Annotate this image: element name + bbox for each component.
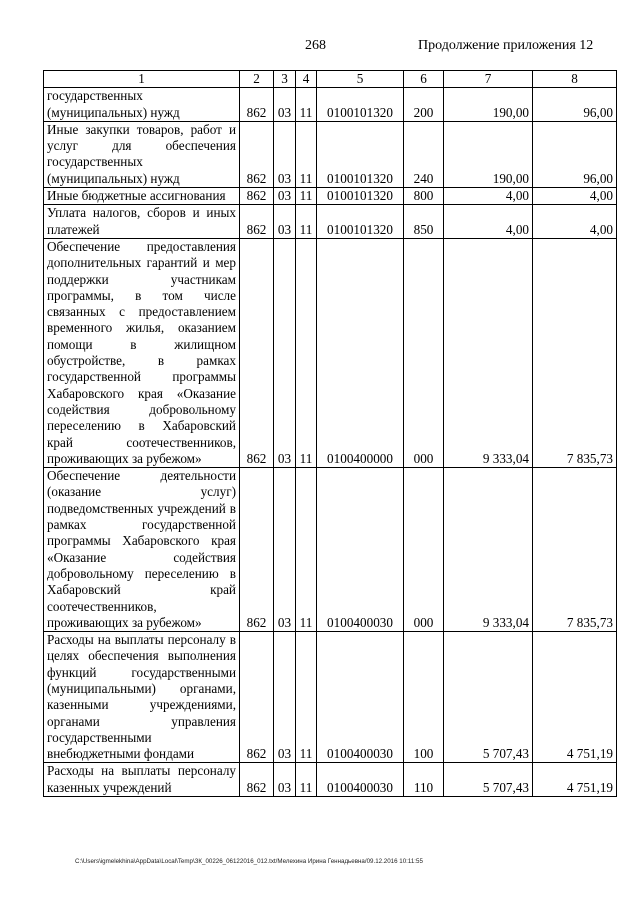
expense-name-cell: Иные закупки товаров, работ и услуг для обеспечения государственных (муниципальных) нужд	[44, 121, 240, 187]
table-row	[44, 238, 617, 467]
section-code-cell: 03	[274, 468, 296, 632]
expense-type-cell: 000	[404, 238, 444, 467]
column-header: 8	[533, 71, 617, 88]
expense-name-cell: Иные бюджетные ассигнования	[44, 188, 240, 205]
section-code-cell: 03	[274, 205, 296, 239]
target-article-cell: 0100400030	[317, 632, 404, 763]
section-code-cell: 03	[274, 188, 296, 205]
table-row	[44, 121, 617, 187]
amount-year-2-cell: 7 835,73	[533, 468, 617, 632]
subsection-code-cell: 11	[296, 205, 317, 239]
expense-name-cell: Расходы на выплаты персоналу в целях обеспечения выполнения функций государственными (муниципальными) органами, казенными учреждениями, органами управления государственными внебюджетными фондами	[44, 632, 240, 763]
ministry-code-cell: 862	[240, 238, 274, 467]
section-code-cell: 03	[274, 121, 296, 187]
budget-table	[43, 70, 617, 797]
ministry-code-cell: 862	[240, 632, 274, 763]
subsection-code-cell: 11	[296, 238, 317, 467]
expense-name-cell: государственных (муниципальных) нужд	[44, 88, 240, 122]
amount-year-1-cell: 4,00	[444, 205, 533, 239]
column-header-row	[44, 71, 617, 88]
amount-year-2-cell: 96,00	[533, 88, 617, 122]
section-code-cell: 03	[274, 763, 296, 797]
amount-year-1-cell: 5 707,43	[444, 763, 533, 797]
ministry-code-cell: 862	[240, 188, 274, 205]
amount-year-1-cell: 4,00	[444, 188, 533, 205]
column-header: 3	[274, 71, 296, 88]
section-code-cell: 03	[274, 632, 296, 763]
target-article-cell: 0100101320	[317, 205, 404, 239]
subsection-code-cell: 11	[296, 468, 317, 632]
subsection-code-cell: 11	[296, 188, 317, 205]
expense-name-cell: Обеспечение деятельности (оказание услуг) подведомственных учреждений в рамках государственной программы Хабаровского края «Оказание содействия добровольному переселению в Хабаровский край соотечественников, проживающих за рубежом»	[44, 468, 240, 632]
target-article-cell: 0100101320	[317, 188, 404, 205]
expense-type-cell: 000	[404, 468, 444, 632]
target-article-cell: 0100400000	[317, 238, 404, 467]
expense-type-cell: 100	[404, 632, 444, 763]
subsection-code-cell: 11	[296, 88, 317, 122]
page-number: 268	[305, 38, 326, 53]
expense-name-cell: Уплата налогов, сборов и иных платежей	[44, 205, 240, 239]
amount-year-2-cell: 4,00	[533, 188, 617, 205]
expense-name-cell: Расходы на выплаты персоналу казенных учреждений	[44, 763, 240, 797]
amount-year-1-cell: 190,00	[444, 88, 533, 122]
target-article-cell: 0100101320	[317, 88, 404, 122]
amount-year-1-cell: 9 333,04	[444, 238, 533, 467]
expense-type-cell: 850	[404, 205, 444, 239]
expense-type-cell: 110	[404, 763, 444, 797]
expense-name-cell: Обеспечение предоставления дополнительных гарантий и мер поддержки участникам программы, в том числе связанных с предоставлением временного жилья, оказанием помощи в жилищном обустройстве, в рамках государственной программы Хабаровского края «Оказание содействия добровольному переселению в Хабаровский край соотечественников, проживающих за рубежом»	[44, 238, 240, 467]
target-article-cell: 0100400030	[317, 468, 404, 632]
subsection-code-cell: 11	[296, 763, 317, 797]
table-row	[44, 188, 617, 205]
column-header: 1	[44, 71, 240, 88]
section-code-cell: 03	[274, 238, 296, 467]
expense-type-cell: 800	[404, 188, 444, 205]
subsection-code-cell: 11	[296, 121, 317, 187]
amount-year-2-cell: 4 751,19	[533, 632, 617, 763]
target-article-cell: 0100400030	[317, 763, 404, 797]
column-header: 5	[317, 71, 404, 88]
ministry-code-cell: 862	[240, 763, 274, 797]
continuation-note: Продолжение приложения 12	[418, 38, 594, 53]
amount-year-2-cell: 7 835,73	[533, 238, 617, 467]
amount-year-2-cell: 96,00	[533, 121, 617, 187]
amount-year-2-cell: 4,00	[533, 205, 617, 239]
column-header: 4	[296, 71, 317, 88]
column-header: 2	[240, 71, 274, 88]
table-row	[44, 468, 617, 632]
expense-type-cell: 240	[404, 121, 444, 187]
expense-type-cell: 200	[404, 88, 444, 122]
table-row	[44, 632, 617, 763]
ministry-code-cell: 862	[240, 205, 274, 239]
target-article-cell: 0100101320	[317, 121, 404, 187]
amount-year-2-cell: 4 751,19	[533, 763, 617, 797]
amount-year-1-cell: 5 707,43	[444, 632, 533, 763]
file-path-footer: C:\Users\igmelekhina\AppData\Local\Temp\ЗК_00226_06122016_012.txt/Мелехина Ирина Геннадьевна/09.12.2016 10:11:55	[75, 858, 423, 865]
table-row	[44, 763, 617, 797]
section-code-cell: 03	[274, 88, 296, 122]
column-header: 6	[404, 71, 444, 88]
column-header: 7	[444, 71, 533, 88]
subsection-code-cell: 11	[296, 632, 317, 763]
table-row	[44, 205, 617, 239]
amount-year-1-cell: 9 333,04	[444, 468, 533, 632]
amount-year-1-cell: 190,00	[444, 121, 533, 187]
ministry-code-cell: 862	[240, 121, 274, 187]
ministry-code-cell: 862	[240, 88, 274, 122]
ministry-code-cell: 862	[240, 468, 274, 632]
table-row	[44, 88, 617, 122]
